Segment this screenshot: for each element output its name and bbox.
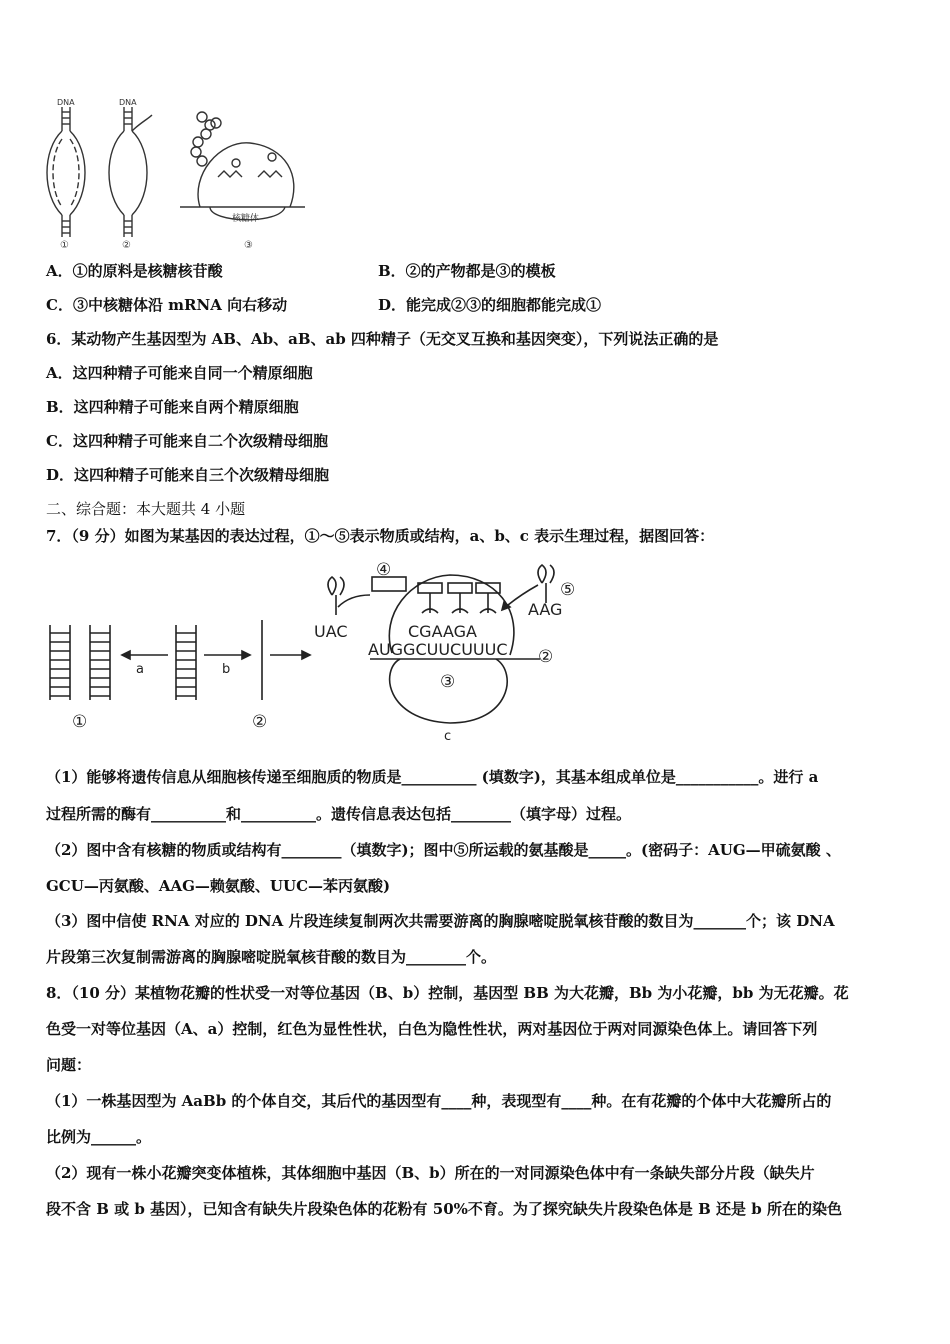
fig2-anticodon-left: UAC bbox=[314, 622, 348, 641]
q7-stem: 7．（9 分）如图为某基因的表达过程，①～⑤表示物质或结构，a、b、c 表示生理过程，据图回答： bbox=[46, 527, 715, 545]
q8-line3: 问题： bbox=[46, 1056, 92, 1074]
q8-p2-line1: （2）现有一株小花瓣突变体植株，其体细胞中基因（B、b）所在的一对同源染色体中有一条缺失部分片段（缺失片 bbox=[46, 1164, 815, 1182]
q8-p1-line2: 比例为______。 bbox=[46, 1128, 152, 1146]
q8-line2: 色受一对等位基因（A、a）控制，红色为显性性状，白色为隐性性状，两对基因位于两对同源染色体上。请回答下列 bbox=[46, 1020, 818, 1038]
fig2-num-2-right: ② bbox=[538, 647, 554, 667]
fig2-num-1: ① bbox=[72, 712, 88, 732]
section-heading: 二、综合题：本大题共 4 小题 bbox=[46, 500, 246, 518]
ribosome-label: 核糖体 bbox=[232, 214, 260, 224]
fig2-mrna: AUGGCUUCUUUC bbox=[368, 640, 508, 659]
q8-p1-line1: （1）一株基因型为 AaBb 的个体自交，其后代的基因型有____种，表现型有____种。在有花瓣的个体中大花瓣所占的 bbox=[46, 1092, 832, 1110]
fig1-num-1: ① bbox=[60, 240, 69, 250]
dna-label-1: DNA bbox=[57, 98, 75, 107]
fig2-anticodon-right: AAG bbox=[528, 600, 563, 619]
q8-line1: 8．（10 分）某植物花瓣的性状受一对等位基因（B、b）控制，基因型 BB 为大花瓣，Bb 为小花瓣，bb 为无花瓣。花 bbox=[46, 984, 849, 1002]
q6-option-b: B．这四种精子可能来自两个精原细胞 bbox=[46, 398, 299, 416]
figure-transcription-translation bbox=[40, 95, 310, 250]
q5-option-b: B．②的产物都是③的模板 bbox=[378, 262, 556, 280]
q6-stem: 6．某动物产生基因型为 AB、Ab、aB、ab 四种精子（无交叉互换和基因突变），下列说法正确的是 bbox=[46, 330, 719, 348]
q7-p2-line1: （2）图中含有核糖的物质或结构有________（填数字)；图中⑤所运载的氨基酸是_____。(密码子：AUG—甲硫氨酸 、 bbox=[46, 841, 841, 859]
fig2-num-4: ④ bbox=[376, 560, 392, 580]
fig1-num-3: ③ bbox=[244, 240, 253, 250]
q5-option-d: D．能完成②③的细胞都能完成① bbox=[378, 296, 602, 314]
q7-p1-line1: （1）能够将遗传信息从细胞核传递至细胞质的物质是__________ (填数字)，其基本组成单位是___________。进行 a bbox=[46, 768, 819, 786]
fig2-num-3: ③ bbox=[440, 672, 456, 692]
q6-option-c: C．这四种精子可能来自二个次级精母细胞 bbox=[46, 432, 328, 450]
q5-option-c: C．③中核糖体沿 mRNA 向右移动 bbox=[46, 296, 288, 314]
fig2-anticodons: CGAAGA bbox=[408, 622, 477, 641]
q7-p2-line2: GCU—丙氨酸、AAG—赖氨酸、UUC—苯丙氨酸) bbox=[46, 877, 391, 895]
q8-p2-line2: 段不含 B 或 b 基因），已知含有缺失片段染色体的花粉有 50%不育。为了探究缺失片段染色体是 B 还是 b 所在的染色 bbox=[46, 1200, 842, 1218]
fig2-num-5: ⑤ bbox=[560, 580, 576, 600]
q6-option-d: D．这四种精子可能来自三个次级精母细胞 bbox=[46, 466, 330, 484]
fig2-num-2-left: ② bbox=[252, 712, 268, 732]
q5-option-a: A．①的原料是核糖核苷酸 bbox=[46, 262, 223, 280]
fig2-label-a: a bbox=[136, 662, 144, 677]
q7-p3-line1: （3）图中信使 RNA 对应的 DNA 片段连续复制两次共需要游离的胸腺嘧啶脱氧核苷酸的数目为_______个；该 DNA bbox=[46, 912, 835, 930]
fig2-label-b: b bbox=[222, 662, 231, 677]
q7-p3-line2: 片段第三次复制需游离的胸腺嘧啶脱氧核苷酸的数目为________个。 bbox=[46, 948, 497, 966]
fig1-num-2: ② bbox=[122, 240, 131, 250]
q7-p1-line2: 过程所需的酶有__________和__________。遗传信息表达包括________（填字母）过程。 bbox=[46, 805, 632, 823]
figure-gene-expression bbox=[40, 555, 600, 740]
dna-label-2: DNA bbox=[119, 98, 137, 107]
q6-option-a: A．这四种精子可能来自同一个精原细胞 bbox=[46, 364, 313, 382]
fig2-label-c: c bbox=[444, 729, 452, 740]
